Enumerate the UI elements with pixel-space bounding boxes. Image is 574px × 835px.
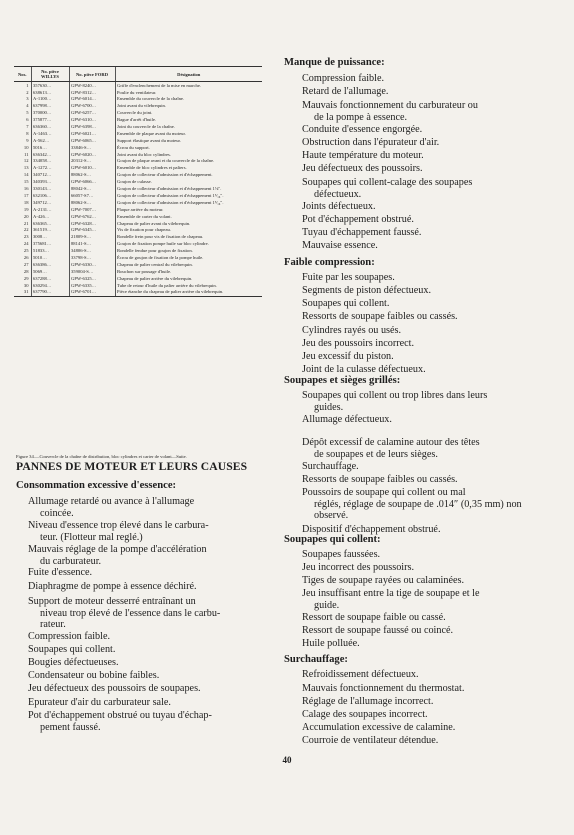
list-item-line: rateur. [40, 619, 66, 630]
table-row [14, 151, 262, 158]
list-item [302, 240, 378, 252]
cell-des: Vis de fixation pour chapeau. [115, 227, 262, 234]
header-willys: No. pièce WILLYS [31, 67, 69, 82]
figure-caption: Figure 34.—Couvercle de la chaîne de distribution, bloc cylindres et carter de volant—Suite. [16, 454, 187, 459]
table-row [14, 116, 262, 123]
cell-willys: A-562… [31, 137, 69, 144]
cell-ford: GPW-6014… [69, 96, 115, 103]
list-item-line: Allumage retardé ou avance à l'allumage [28, 496, 195, 507]
list-item-line: Niveau d'essence trop élevé dans le carbura- [28, 520, 209, 531]
cell-willys: 636365… [31, 220, 69, 227]
cell-ford: 88042-S… [69, 185, 115, 192]
list-item-line: Allumage défectueux. [302, 414, 392, 425]
list-item [28, 697, 171, 709]
cell-no: 2 [26, 89, 29, 95]
cell-ford: GPW-6345… [69, 227, 115, 234]
cell-willys: 637998… [31, 103, 69, 110]
cell-des: Joint avant du bloc cylindres. [115, 151, 262, 158]
cell-willys: A-426… [31, 213, 69, 220]
list-item-line: Joint de la culasse défectueux. [302, 364, 426, 375]
list-item-line: Fuite d'essence. [28, 567, 93, 578]
list-item [302, 124, 422, 136]
cell-willys: 630294… [31, 282, 69, 289]
cell-no: 8 [26, 130, 29, 136]
list-item [302, 722, 455, 734]
cell-no: 16 [23, 186, 29, 192]
list-item-line: Condensateur ou bobine faibles. [28, 670, 160, 681]
header-ford: No. pièce FORD [69, 67, 115, 82]
list-item [302, 709, 428, 721]
cell-des: Chapeau de palier arrière du vilebrequin. [115, 275, 262, 282]
list-item [302, 73, 384, 85]
cell-no: 27 [23, 261, 29, 267]
page-number: 40 [282, 755, 292, 765]
list-item [302, 414, 392, 426]
list-item-line: Cylindres rayés ou usés. [302, 325, 402, 336]
cell-willys: 636360… [31, 123, 69, 130]
cell-no: 23 [23, 234, 29, 240]
list-item-line: Soupapes qui collent. [302, 298, 390, 309]
cell-des: Rondelle frein pour vis de fixation de chapeau. [115, 234, 262, 241]
table-row [14, 275, 262, 282]
cell-no: 7 [26, 124, 29, 130]
section-title: Faible compression: [284, 257, 375, 268]
list-item [302, 351, 394, 363]
table-row [14, 137, 262, 144]
list-item-line: Diaphragme de pompe à essence déchiré. [28, 581, 197, 592]
cell-willys: 330143… [31, 185, 69, 192]
cell-ford: 33846-S… [69, 144, 115, 151]
table-row [14, 130, 262, 137]
list-item [28, 567, 92, 579]
cell-no: 19 [23, 206, 29, 212]
cell-no: 1 [26, 82, 29, 88]
cell-des: Ensemble de plaque avant du moteur. [115, 130, 262, 137]
cell-ford: GPW-6762… [69, 213, 115, 220]
cell-willys: 51833… [31, 247, 69, 254]
table-row [14, 234, 262, 241]
list-item-line: Pot d'échappement obstrué ou tuyau d'échap- [28, 710, 212, 721]
section-title: Surchauffage: [284, 654, 348, 665]
list-item [28, 520, 209, 543]
cell-no: 10 [23, 144, 29, 150]
list-item [28, 596, 220, 631]
cell-willys: 636342… [31, 151, 69, 158]
cell-ford: GPW-8240… [69, 82, 115, 89]
cell-ford: GPW-6021… [69, 130, 115, 137]
table-row [14, 227, 262, 234]
list-item-line: Huile polluée. [302, 638, 360, 649]
cell-no: 17 [23, 192, 29, 198]
cell-willys: 340393… [31, 178, 69, 185]
cell-willys: A-1272… [31, 165, 69, 172]
table-row [14, 289, 262, 296]
list-item [302, 683, 464, 695]
list-item-line: Courroie de ventilateur détendue. [302, 735, 439, 746]
cell-des: Poulie du ventilateur. [115, 89, 262, 96]
cell-ford: GPW-6330… [69, 261, 115, 268]
list-item-line: Haute température du moteur. [302, 150, 424, 161]
cell-willys: 370000… [31, 110, 69, 117]
cell-no: 4 [26, 103, 29, 109]
list-item-line: Soupapes faussées. [302, 549, 381, 560]
cell-willys: 357630… [31, 82, 69, 89]
cell-ford: GPW-8312… [69, 89, 115, 96]
list-item-line: Ressorts de soupape faibles ou cassés. [302, 474, 458, 485]
list-item-line: Mauvais réglage de la pompe d'accélération [28, 544, 207, 555]
list-item-line: teur. (Flotteur mal reglé.) [40, 531, 143, 543]
section-title: Manque de puissance: [284, 57, 385, 68]
list-item-line: Jeu défectueux des poussoirs de soupapes. [28, 683, 201, 694]
cell-willys: A-1100… [31, 96, 69, 103]
cell-no: 11 [24, 151, 29, 157]
table-row [14, 199, 262, 206]
cell-ford: GPW-6066… [69, 178, 115, 185]
list-item [302, 163, 423, 175]
cell-no: 28 [23, 268, 29, 274]
list-item-line: Epurateur d'air du carburateur sale. [28, 697, 171, 708]
section-title: Soupapes et sièges grillés: [284, 375, 401, 386]
list-item [302, 487, 522, 522]
cell-willys: 375681… [31, 240, 69, 247]
list-item-line: Soupapes qui collent-calage des soupapes [302, 177, 473, 188]
table-row [14, 165, 262, 172]
cell-des: Support élastique avant du moteur. [115, 137, 262, 144]
list-item-line: Pot d'échappement obstrué. [302, 214, 414, 225]
table-row [14, 89, 262, 96]
list-item [302, 437, 480, 460]
list-item [302, 735, 438, 747]
list-item-line: Mauvaise essence. [302, 240, 378, 251]
cell-des: Ensemble de bloc cylindres et paliers. [115, 165, 262, 172]
table-row [14, 261, 262, 268]
cell-no: 24 [23, 241, 29, 247]
list-item-line: Calage des soupapes incorrect. [302, 709, 428, 720]
cell-no: 9 [26, 137, 29, 143]
cell-ford: GPW-6328… [69, 220, 115, 227]
list-item-line: Accumulation excessive de calamine. [302, 722, 456, 733]
cell-ford: 34806-S… [69, 247, 115, 254]
list-item [302, 638, 360, 650]
cell-des: Goujon de fixation pompe huile sur bloc cylindre. [115, 240, 262, 247]
cell-no: 30 [23, 282, 29, 288]
list-item [302, 588, 479, 611]
table-body [14, 82, 262, 297]
cell-willys: 334058… [31, 158, 69, 165]
list-item-line: Soupapes qui collent ou trop libres dans leurs [302, 390, 488, 401]
cell-ford: 66057-S7… [69, 192, 115, 199]
cell-des: Chapeau de palier avant du vilebrequin. [115, 220, 262, 227]
list-item-line: Jeu défectueux des poussoirs. [302, 163, 423, 174]
list-item-line: Réglage de l'allumage incorrect. [302, 696, 434, 707]
list-item-line: Surchauffage. [302, 461, 359, 472]
list-item [302, 338, 414, 350]
list-item-line: Tiges de soupape rayées ou calaminées. [302, 575, 465, 586]
cell-willys: A-1463… [31, 130, 69, 137]
list-item [302, 86, 388, 98]
list-item-line: Compression faible. [28, 631, 111, 642]
cell-ford: GPW-6335… [69, 282, 115, 289]
list-item [302, 177, 472, 200]
list-item [302, 227, 421, 239]
cell-des: Goujon de collecteur d'admission et d'échappement. [115, 172, 262, 179]
list-item [28, 581, 197, 593]
list-item-line: Jeu excessif du piston. [302, 351, 394, 362]
table-row [14, 213, 262, 220]
table-row [14, 178, 262, 185]
list-item-line: Ressort de soupape faible ou cassé. [302, 612, 446, 623]
list-item-line: Tuyau d'échappement faussé. [302, 227, 422, 238]
cell-no: 22 [23, 227, 29, 233]
cell-ford: 88141-S… [69, 240, 115, 247]
list-item-line: guides. [314, 401, 344, 413]
table-row [14, 185, 262, 192]
cell-willys: 636386… [31, 261, 69, 268]
cell-des: Rondelle fendue pour goujon de fixation. [115, 247, 262, 254]
cell-des: Couvercle du joint. [115, 110, 262, 117]
cell-des: Goujon de collecteur d'admission et d'échappement 1⁵⁄₁₆″. [115, 192, 262, 199]
cell-willys: 632106… [31, 192, 69, 199]
cell-willys: 5016… [31, 144, 69, 151]
cell-des: Bouchon sur pousage d'huile. [115, 268, 262, 275]
cell-willys: 375877… [31, 116, 69, 123]
list-item [28, 631, 110, 643]
list-item-line: Dépôt excessif de calamine autour des têtes [302, 437, 480, 448]
cell-willys: 5069… [31, 268, 69, 275]
cell-ford: 88062-S… [69, 172, 115, 179]
cell-des: Goujon de plaque avant et du couvercle de la chaîne. [115, 158, 262, 165]
cell-willys: 340712… [31, 172, 69, 179]
cell-ford: 88062-S… [69, 199, 115, 206]
list-item-line: Mauvais fonctionnement du thermostat. [302, 683, 465, 694]
cell-des: Plaque arrière du moteur. [115, 206, 262, 213]
cell-ford: GPW-6700… [69, 103, 115, 110]
cell-no: 18 [23, 199, 29, 205]
list-item [28, 496, 194, 519]
section-title: Consommation excessive d'essence: [16, 480, 177, 491]
cell-no: 5 [26, 110, 29, 116]
cell-ford: GPW-6257… [69, 110, 115, 117]
cell-willys: 3008… [31, 234, 69, 241]
cell-des: Ensemble de carter du volant. [115, 213, 262, 220]
list-item [302, 272, 395, 284]
list-item-line: de la pompe à essence. [314, 111, 408, 123]
cell-des: Joint avant du vilebrequin. [115, 103, 262, 110]
cell-ford: GPW-6010… [69, 165, 115, 172]
cell-des: Ensemble du couvercle de la chaîne. [115, 96, 262, 103]
list-item-line: Mauvais fonctionnement du carburateur ou [302, 100, 478, 111]
cell-des: Goujon de collecteur d'admission et d'échappement 1⁵⁄₁₆″. [115, 199, 262, 206]
header-no: Nos. [14, 67, 31, 82]
cell-no: 21 [23, 220, 29, 226]
cell-no: 26 [23, 254, 29, 260]
cell-willys: 637288… [31, 275, 69, 282]
list-item-line: Conduite d'essence engorgée. [302, 124, 423, 135]
cell-ford: GPW-6020… [69, 151, 115, 158]
table-row [14, 254, 262, 261]
list-item [302, 298, 389, 310]
list-item-line: Ressorts de soupape faibles ou cassés. [302, 311, 458, 322]
list-item-line: Dispositif d'échappement obstrué. [302, 524, 441, 535]
cell-no: 3 [26, 96, 29, 102]
list-item [302, 461, 359, 473]
cell-des: Tube de retour d'huile du palier arrière du vilebrequin. [115, 282, 262, 289]
table-row [14, 123, 262, 130]
cell-willys: 349712… [31, 199, 69, 206]
list-item-line: Retard de l'allumage. [302, 86, 389, 97]
list-item [28, 644, 115, 656]
list-item [302, 390, 487, 413]
table-row [14, 192, 262, 199]
table-row [14, 110, 262, 117]
cell-des: Chapeau de palier central du vilebrequin. [115, 261, 262, 268]
list-item-line: observé. [314, 510, 349, 521]
list-item-line: Fuite par les soupapes. [302, 272, 395, 283]
cell-no: 12 [23, 158, 29, 164]
list-item [302, 474, 458, 486]
list-item-line: Obstruction dans l'épurateur d'air. [302, 137, 440, 148]
list-item-line: Segments de piston défectueux. [302, 285, 432, 296]
cell-des: Écrou du support. [115, 144, 262, 151]
cell-no: 25 [23, 248, 29, 254]
cell-ford: 359004-S… [69, 268, 115, 275]
table-row [14, 247, 262, 254]
cell-ford: 20312-S… [69, 158, 115, 165]
header-designation: Désignation [115, 67, 262, 82]
list-item-line: Poussoirs de soupape qui collent ou mal [302, 487, 466, 498]
table-row [14, 268, 262, 275]
cell-no: 31 [14, 289, 31, 296]
list-item [302, 325, 401, 337]
section-title: Soupapes qui collent: [284, 534, 381, 545]
table-row [14, 103, 262, 110]
list-item-line: Jeu des poussoirs incorrect. [302, 338, 415, 349]
cell-willys: 5010… [31, 254, 69, 261]
list-item [302, 625, 453, 637]
list-item-line: guide. [314, 599, 340, 611]
cell-no: 20 [23, 213, 29, 219]
table-header-row [14, 67, 262, 82]
list-item-line: réglés, réglage de soupape de .014″ (0,35 mm) non [314, 498, 522, 510]
list-item-line: coincée. [40, 507, 74, 519]
list-item [28, 683, 201, 695]
cell-willys: A-2131… [31, 206, 69, 213]
parts-table [14, 66, 262, 297]
section-heading: PANNES DE MOTEUR ET LEURS CAUSES [16, 460, 248, 473]
list-item [302, 562, 414, 574]
cell-ford: GPW-6701… [69, 289, 115, 296]
list-item-line: Bougies défectueuses. [28, 657, 119, 668]
cell-des: Écrou de goujon de fixation de la pompe huile. [115, 254, 262, 261]
cell-willys: 638613… [31, 89, 69, 96]
cell-ford: GPW-6065… [69, 137, 115, 144]
cell-willys: 637790… [31, 289, 69, 296]
cell-no: 29 [23, 275, 29, 281]
table-row [14, 158, 262, 165]
cell-des: Pièce étanche du chapeau de palier arrière du vilebrequin. [115, 289, 262, 296]
list-item-line: Jeu insuffisant entre la tige de soupape et le [302, 588, 480, 599]
list-item [302, 214, 414, 226]
list-item [28, 670, 159, 682]
list-item-line: de soupapes et de leurs sièges. [314, 448, 438, 460]
list-item-line: Jeu incorrect des poussoirs. [302, 562, 415, 573]
list-item-line: pement faussé. [40, 721, 101, 733]
cell-ford: GPW-6310… [69, 116, 115, 123]
cell-willys: 361519… [31, 227, 69, 234]
cell-des: Goujon de culasse. [115, 178, 262, 185]
list-item [28, 710, 212, 733]
list-item-line: du carburateur. [40, 555, 102, 567]
list-item [302, 669, 419, 681]
cell-no: 15 [23, 179, 29, 185]
list-item-line: Support de moteur desserré entraînant un [28, 596, 196, 607]
table-row [14, 96, 262, 103]
list-item-line: Joints défectueux. [302, 201, 376, 212]
list-item [302, 100, 478, 123]
cell-des: Goujon de collecteur d'admission et d'échappement 1⅛″. [115, 185, 262, 192]
table-row [14, 172, 262, 179]
list-item [28, 544, 207, 567]
cell-des: Bague d'arrêt d'huile. [115, 116, 262, 123]
table-row [14, 220, 262, 227]
list-item [302, 311, 458, 323]
list-item [302, 201, 376, 213]
list-item [302, 364, 426, 376]
list-item [302, 137, 439, 149]
cell-ford: GPW-6325… [69, 275, 115, 282]
cell-des: Joint du couvercle de la chaîne. [115, 123, 262, 130]
cell-no: 14 [23, 172, 29, 178]
list-item [302, 612, 446, 624]
cell-ford: GPW-7007… [69, 206, 115, 213]
cell-ford: GPW-6398… [69, 123, 115, 130]
cell-ford: 21809-S… [69, 234, 115, 241]
list-item-line: Refroidissement défectueux. [302, 669, 419, 680]
list-item [302, 150, 424, 162]
table-row [14, 82, 262, 89]
list-item-line: Soupapes qui collent. [28, 644, 116, 655]
cell-ford: 33798-S… [69, 254, 115, 261]
list-item [302, 575, 464, 587]
list-item [302, 696, 433, 708]
table-row [14, 206, 262, 213]
cell-no: 13 [23, 165, 29, 171]
list-item-line: défectueux. [314, 188, 362, 200]
table-row [14, 282, 262, 289]
cell-des: Griffe d'enclenchement de la mise en marche. [115, 82, 262, 89]
list-item-line: Ressort de soupape faussé ou coincé. [302, 625, 454, 636]
list-item-line: niveau trop élevé de l'essence dans le carbu- [40, 607, 221, 619]
list-item-line: Compression faible. [302, 73, 385, 84]
list-item [302, 285, 431, 297]
cell-no: 6 [26, 117, 29, 123]
table-row [14, 240, 262, 247]
table-row [14, 144, 262, 151]
list-item [302, 549, 380, 561]
list-item [28, 657, 119, 669]
